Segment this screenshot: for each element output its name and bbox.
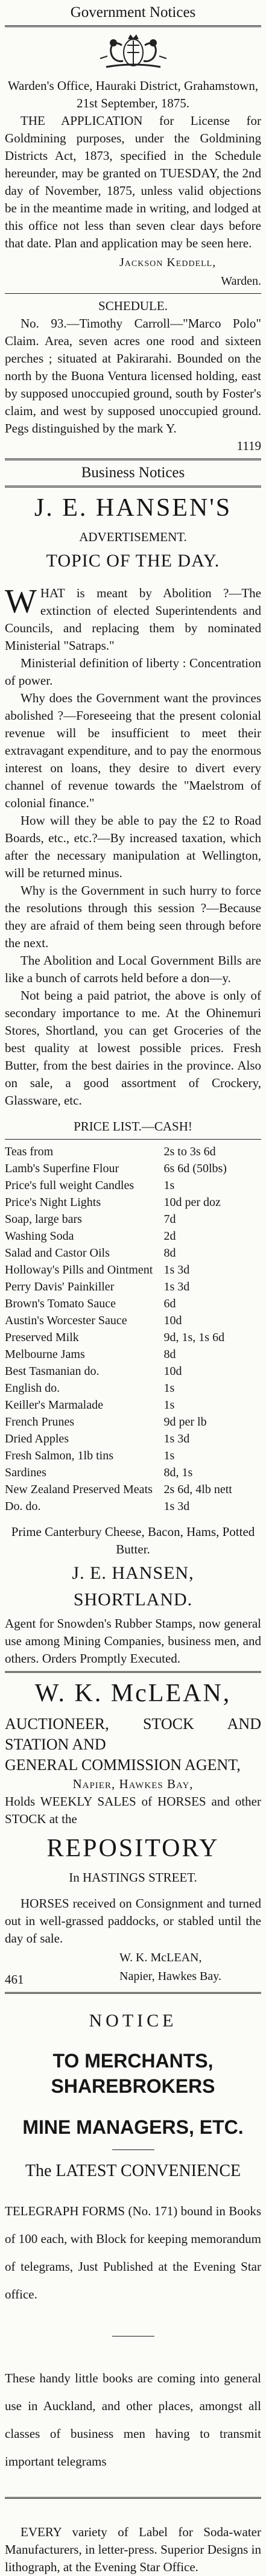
price-item: Salad and Castor Oils [5, 1246, 110, 1260]
price-item: French Prunes [5, 1415, 74, 1429]
handy-books-text: These handy little books are coming into general use in Auckland, and other places, amongst all classes of business men having to transmit important telegrams [5, 2371, 261, 2469]
newspaper-page [5, 0, 261, 2576]
divider [5, 1139, 261, 1140]
price-item: Price's full weight Candles [5, 1179, 135, 1192]
price-item: Holloway's Pills and Ointment [5, 1263, 153, 1277]
price-row [5, 1498, 261, 1515]
price-row [5, 1481, 261, 1498]
price-item: Washing Soda [5, 1229, 74, 1243]
price-row [5, 1143, 261, 1160]
divider [5, 2497, 261, 2499]
price-item: Lamb's Superfine Flour [5, 1162, 119, 1175]
price-row [5, 1380, 261, 1397]
ministerial-text: Ministerial definition of liberty : Concentration of power. [5, 656, 261, 688]
price-value: 2d [163, 1229, 176, 1243]
price-item: Keiller's Marmalade [5, 1398, 103, 1412]
auctioneer-line: AUCTIONEER, STOCK AND STATION AND [5, 1715, 261, 1753]
hurry-text: Why is the Government in such hurry to force the resolutions through this session ?—Because they are afraid of them being seen through before the next. [5, 883, 261, 950]
abolition-text: HAT is meant by Abolition ?—The extinction of elected Superintendents and Councils, and replacing them by nominated Ministerial "Satraps." [5, 586, 261, 653]
advertisement-label: ADVERTISEMENT. [79, 530, 187, 544]
price-item: Melbourne Jams [5, 1348, 85, 1361]
horses-text: HORSES received on Consignment and turned out in well-grassed paddocks, or stabled until the day of sale. [5, 1896, 261, 1946]
telegraph-forms-text: TELEGRAPH FORMS (No. 171) bound in Books of 100 each, with Block for keeping memorandum of telegrams, Just Published at the Evening Star office. [5, 2204, 261, 2302]
price-item: Sardines [5, 1466, 46, 1479]
signer-name: Jackson Keddell, [119, 256, 217, 269]
price-item: Best Tasmanian do. [5, 1365, 100, 1378]
how-text: How will they be able to pay the £2 to Road Boards, etc., etc.?—By increased taxation, which after the necessary manipulation at Wellington, will be returned minus. [5, 813, 261, 880]
price-row [5, 1464, 261, 1481]
price-item: Dried Apples [5, 1432, 69, 1445]
latest-convenience-heading: The LATEST CONVENIENCE [25, 2162, 241, 2180]
mclean-ref: 461 [5, 1972, 24, 1987]
price-value: 10d [163, 1365, 182, 1378]
schedule-ref: 1119 [236, 439, 261, 453]
price-row [5, 1261, 261, 1278]
price-row [5, 1177, 261, 1194]
topic-of-the-day: TOPIC OF THE DAY. [46, 551, 220, 571]
price-row [5, 1413, 261, 1430]
divider [5, 1671, 261, 1673]
price-item: English do. [5, 1382, 60, 1395]
weekly-sales-text: Holds WEEKLY SALES of HORSES and other STOCK at the [5, 1794, 261, 1826]
price-value: 1s 3d [163, 1263, 190, 1277]
price-value: 7d [163, 1213, 176, 1226]
labels-soda-water-text: EVERY variety of Label for Soda-water Manufacturers, in letter-press. Superior Designs in lithograph, at the Evening Star Office. [5, 2525, 261, 2574]
price-value: 1s [163, 1382, 175, 1395]
mine-managers-heading: MINE MANAGERS, ETC. [22, 2116, 244, 2138]
shortland-label: SHORTLAND. [73, 1590, 193, 1610]
drop-cap: W [5, 583, 37, 620]
ohinemuri-stores-text: Not being a paid patriot, the above is only of secondary importance to me. At the Ohinemuri Stores, Shortland, you can get Groceries of the best quality at lowest possible prices. Fresh Butter, from the best dairies in the province. Also on sale, a good assortment of Crockery, Glassware, etc. [5, 988, 261, 1108]
price-value: 1s [163, 1398, 175, 1412]
government-notices-heading: Government Notices [70, 4, 196, 21]
hansen-signature: J. E. HANSEN, [72, 1563, 194, 1583]
bills-text: The Abolition and Local Government Bills are like a bunch of carrots held before a don—y. [5, 953, 261, 985]
price-row [5, 1295, 261, 1312]
schedule-text: No. 93.—Timothy Carroll—"Marco Polo" Claim. Area, seven acres one rood and sixteen perches ; situated at Pakirarahi. Bounded on the north by the Buona Ventura licensed holding, east by supposed unoccupied ground, south by Foster's claim, and west by supposed unoccupied ground. Pegs distinguished by the mark Y. [5, 316, 261, 436]
price-item: Austin's Worcester Sauce [5, 1314, 127, 1327]
price-row [5, 1329, 261, 1346]
price-value: 2s to 3s 6d [163, 1145, 216, 1158]
price-item: Fresh Salmon, 1lb tins [5, 1449, 114, 1462]
mclean-sign-name: W. K. McLEAN, [119, 1951, 202, 1964]
abolition-paragraph [5, 585, 261, 655]
price-value: 1s [163, 1179, 175, 1192]
price-list-table [5, 1143, 261, 1515]
price-item: Teas from [5, 1145, 54, 1158]
divider [5, 458, 261, 460]
divider [5, 486, 261, 487]
royal-coat-of-arms-icon [5, 32, 261, 74]
price-item: Preserved Milk [5, 1331, 79, 1344]
price-row [5, 1211, 261, 1228]
snowden-stamps-text: Agent for Snowden's Rubber Stamps, now general use among Mining Companies, business men, and others. Orders Promptly Executed. [5, 1616, 261, 1666]
signer-title: Warden. [221, 274, 261, 288]
price-value: 8d [163, 1348, 176, 1361]
price-item: Price's Night Lights [5, 1196, 101, 1209]
price-row [5, 1278, 261, 1295]
short-divider [112, 2149, 154, 2150]
business-notices-heading: Business Notices [81, 465, 185, 481]
price-item: Soap, large bars [5, 1213, 82, 1226]
to-merchants-heading: TO MERCHANTS, SHAREBROKERS [51, 2050, 215, 2097]
why-text: Why does the Government want the provinces abolished ?—Foreseeing that the present colonial revenue will be insufficient to meet their extravagant expenditure, and to pay the enormous interest on loans, they desire to divert every channel of revenue towards the "Maelstrom of colonial finance." [5, 691, 261, 810]
price-item: Do. do. [5, 1500, 41, 1513]
prime-cheese-line: Prime Canterbury Cheese, Bacon, Hams, Potted Butter. [11, 1524, 255, 1556]
price-row [5, 1397, 261, 1413]
mclean-name: W. K. McLEAN, [34, 1680, 232, 1707]
price-row [5, 1346, 261, 1363]
hansen-title: J. E. HANSEN'S [34, 494, 232, 522]
price-value: 6s 6d (50lbs) [163, 1162, 227, 1175]
price-value: 1s [163, 1449, 175, 1462]
price-row [5, 1194, 261, 1211]
price-list-heading: PRICE LIST.—CASH! [74, 1119, 192, 1134]
application-text: THE APPLICATION for License for Goldmining purposes, under the Goldmining Districts Act, 1873, specified in the Schedule hereunder, may be granted on TUESDAY, the 2nd day of November, 1875, unless valid objections be in the meantime made in writing, and lodged at this office not less than seven clear days before that date. Plan and application may be seen here. [5, 113, 261, 250]
general-commission-agent: GENERAL COMMISSION AGENT, [5, 1756, 241, 1774]
hastings-street-line: In HASTINGS STREET. [69, 1870, 197, 1885]
price-row [5, 1245, 261, 1261]
price-value: 8d, 1s [163, 1466, 193, 1479]
wardens-office-line: Warden's Office, Hauraki District, Grahamstown, 21st September, 1875. [7, 78, 259, 110]
price-item: New Zealand Preserved Meats [5, 1483, 153, 1496]
price-item: Brown's Tomato Sauce [5, 1297, 116, 1310]
price-row [5, 1160, 261, 1177]
price-value: 6d [163, 1297, 176, 1310]
price-value: 10d [163, 1314, 182, 1327]
price-row [5, 1228, 261, 1245]
mclean-sign-place: Napier, Hawkes Bay. [119, 1970, 221, 1983]
schedule-heading: SCHEDULE. [98, 299, 168, 313]
price-value: 9d, 1s, 1s 6d [163, 1331, 225, 1344]
price-value: 1s 3d [163, 1500, 190, 1513]
price-value: 1s 3d [163, 1280, 190, 1293]
divider [5, 293, 261, 294]
price-row [5, 1447, 261, 1464]
price-value: 9d per lb [163, 1415, 207, 1429]
price-value: 8d [163, 1246, 176, 1260]
divider [5, 1992, 261, 1994]
price-row [5, 1430, 261, 1447]
price-row [5, 1363, 261, 1380]
divider [5, 25, 261, 27]
repository-label: REPOSITORY [46, 1835, 220, 1862]
price-value: 2s 6d, 4lb nett [163, 1483, 232, 1496]
notice-label: NOTICE [89, 2011, 177, 2031]
price-row [5, 1312, 261, 1329]
napier-line: Napier, Hawkes Bay, [72, 1777, 194, 1791]
price-value: 1s 3d [163, 1432, 190, 1445]
price-value: 10d per doz [163, 1196, 221, 1209]
price-item: Perry Davis' Painkiller [5, 1280, 115, 1293]
